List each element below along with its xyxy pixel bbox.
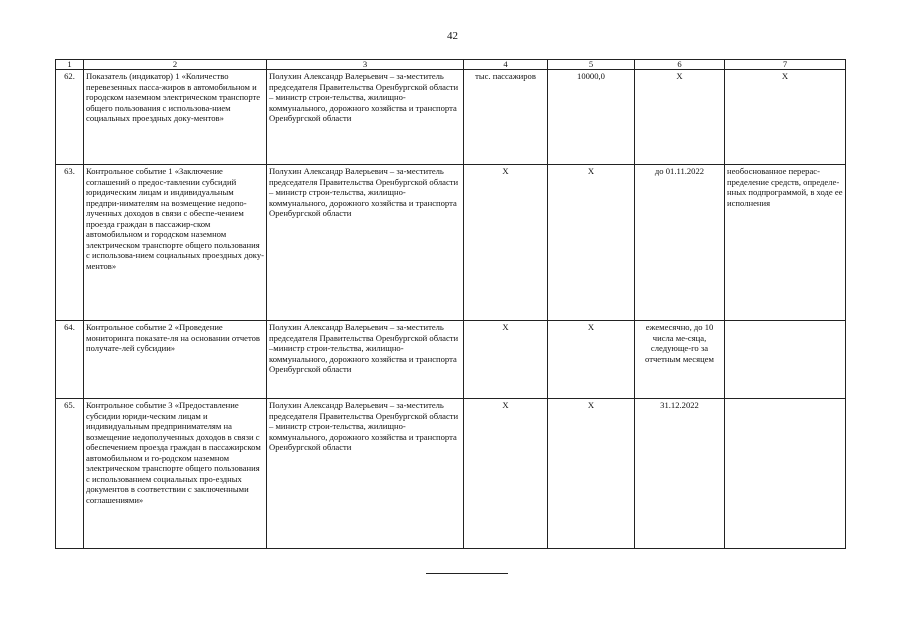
column-header: 5 xyxy=(548,60,635,70)
table-row xyxy=(56,70,846,165)
table-row xyxy=(56,399,846,549)
row-name: Контрольное событие 2 «Проведение мониторинга показате-ля на основании отчетов получате-лей субсидии» xyxy=(84,321,267,399)
row-note: Х xyxy=(725,70,846,165)
row-value: 10000,0 xyxy=(548,70,635,165)
header-row xyxy=(56,60,846,70)
row-number: 62. xyxy=(56,70,84,165)
row-deadline: Х xyxy=(635,70,725,165)
table-row xyxy=(56,165,846,321)
row-deadline: 31.12.2022 xyxy=(635,399,725,549)
footer-divider xyxy=(426,573,508,574)
row-deadline: ежемесячно, до 10 числа ме-сяца, следующе-го за отчетным месяцем xyxy=(635,321,725,399)
row-value: Х xyxy=(548,399,635,549)
row-responsible: Полухин Александр Валерьевич – за-меститель председателя Правительства Оренбургской области – министр строи-тельства, жилищно-коммунального, дорожного хозяйства и транспорта Оренбургской области xyxy=(267,70,464,165)
row-note xyxy=(725,321,846,399)
row-unit: Х xyxy=(464,165,548,321)
row-unit: Х xyxy=(464,399,548,549)
row-responsible: Полухин Александр Валерьевич – за-меститель председателя Правительства Оренбургской области – министр строи-тельства, жилищно-коммунального, дорожного хозяйства и транспорта Оренбургской области xyxy=(267,165,464,321)
page-number: 42 xyxy=(447,30,458,42)
row-number: 64. xyxy=(56,321,84,399)
row-name: Контрольное событие 3 «Предоставление субсидии юриди-ческим лицам и индивидуальным предпринимателям на возмещение недополученных доходов в связи с обеспечением проезда граждан в пассажирском автомобильном и го-родском наземном электрическом транспорте общего пользования с использованием социальных про-ездных документов в соответствии с заключенными соглашениями» xyxy=(84,399,267,549)
row-deadline: до 01.11.2022 xyxy=(635,165,725,321)
table-row xyxy=(56,321,846,399)
row-note: необоснованное перерас-пределение средств, определе-нных подпрограммой, в ходе ее исполнения xyxy=(725,165,846,321)
row-unit: тыс. пассажиров xyxy=(464,70,548,165)
row-responsible: Полухин Александр Валерьевич – за-меститель председателя Правительства Оренбургской области –министр строи-тельства, жилищно-коммунального, дорожного хозяйства и транспорта Оренбургской области xyxy=(267,321,464,399)
control-events-table xyxy=(55,59,846,549)
column-header: 6 xyxy=(635,60,725,70)
row-number: 63. xyxy=(56,165,84,321)
row-unit: Х xyxy=(464,321,548,399)
row-value: Х xyxy=(548,321,635,399)
row-number: 65. xyxy=(56,399,84,549)
column-header: 2 xyxy=(84,60,267,70)
row-value: Х xyxy=(548,165,635,321)
column-header: 7 xyxy=(725,60,846,70)
row-name: Показатель (индикатор) 1 «Количество перевезенных пасса-жиров в автомобильном и городском наземном электрическом транспорте общего пользования с использова-нием социальных проездных доку-ментов» xyxy=(84,70,267,165)
column-header: 3 xyxy=(267,60,464,70)
row-name: Контрольное событие 1 «Заключение соглашений о предос-тавлении субсидий юридическим лицам и индивидуальным предпри-нимателям на возмещение недопо-лученных доходов в связи с обеспе-чением проезда граждан в пассажир-ском автомобильном и городском наземном электрическом транспорте общего пользования с использова-нием социальных проездных доку-ментов» xyxy=(84,165,267,321)
column-header: 1 xyxy=(56,60,84,70)
row-note xyxy=(725,399,846,549)
column-header: 4 xyxy=(464,60,548,70)
row-responsible: Полухин Александр Валерьевич – за-меститель председателя Правительства Оренбургской области – министр строи-тельства, жилищно-коммунального, дорожного хозяйства и транспорта Оренбургской области xyxy=(267,399,464,549)
